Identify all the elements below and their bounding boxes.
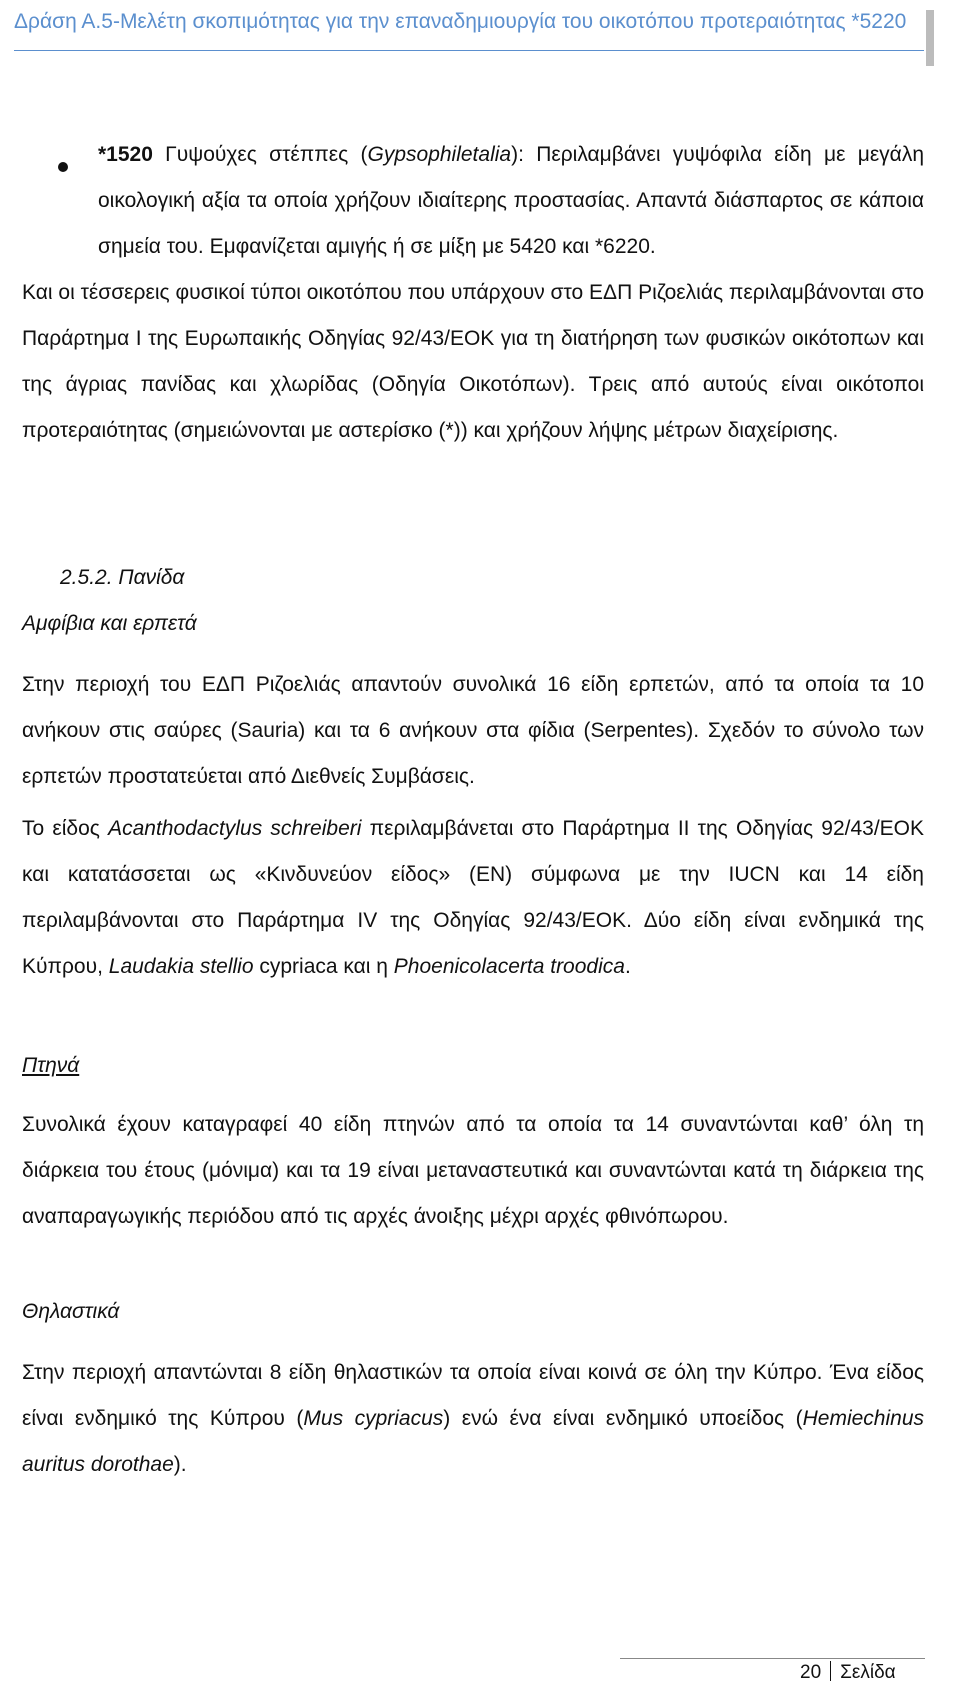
bullet-icon	[58, 162, 68, 172]
reptiles-text-b: περιλαμβάνεται στο Παράρτημα ΙΙ της Οδηγίας 92/43/ΕΟΚ και κατατάσσεται ως «Κινδυνεύον είδος» (EN) σύμφωνα με την IUCN και 14 είδη περιλαμβάνονται στο Παράρτημα IV της Οδηγίας 92/43/ΕΟΚ. Δύο είδη είναι ενδημικά της Κύπρου,	[22, 817, 925, 978]
page-footer	[800, 1661, 896, 1684]
habitat-1520-paragraph	[98, 132, 924, 270]
habitat-code: *1520	[98, 143, 153, 166]
reptiles-text-d: .	[624, 955, 631, 978]
reptiles-paragraph-2	[22, 806, 924, 990]
page-number: 20	[800, 1662, 822, 1683]
mammals-paragraph	[22, 1350, 924, 1488]
habitats-paragraph: Και οι τέσσερεις φυσικοί τύποι οικοτόπου που υπάρχουν στο ΕΔΠ Ριζοελιάς περιλαμβάνονται στο Παράρτημα Ι της Ευρωπαικής Οδηγίας 92/43/ΕΟΚ για τη διατήρηση των φυσικών οικότοπων και της άγριας πανίδας και χλωρίδας (Οδηγία Οικοτόπων). Τρεις από αυτούς είναι οικότοποι προτεραιότητας (σημειώνονται με αστερίσκο (*)) και χρήζουν λήψης μέτρων διαχείρισης.	[22, 281, 924, 442]
header-title: Δράση Α.5-Μελέτη σκοπιμότητας για την επαναδημιουργία του οικοτόπου προτεραιότητας *5220	[14, 10, 907, 33]
header-rule	[14, 50, 924, 51]
species-hemiechinus: Hemiechinus auritus dorothae	[22, 1407, 924, 1476]
mammals-text-b: ) ενώ ένα είναι ενδημικό υποείδος (	[443, 1407, 803, 1430]
birds-heading: Πτηνά	[22, 1054, 80, 1077]
mammals-heading: Θηλαστικά	[22, 1300, 120, 1323]
reptiles-paragraph-1: Στην περιοχή του ΕΔΠ Ριζοελιάς απαντούν συνολικά 16 είδη ερπετών, από τα οποία τα 10 ανήκουν στις σαύρες (Sauria) και τα 6 ανήκουν στα φίδια (Serpentes). Σχεδόν το σύνολο των ερπετών προστατεύεται από Διεθνείς Συμβάσεις.	[22, 673, 924, 788]
species-phoenicolacerta: Phoenicolacerta troodica	[393, 955, 625, 978]
page-label: Σελίδα	[840, 1662, 896, 1683]
footer-rule	[620, 1658, 925, 1659]
species-laudakia: Laudakia stellio	[108, 955, 254, 978]
footer-separator	[830, 1661, 831, 1681]
header-side-bar	[926, 10, 934, 66]
mammals-text-c: ).	[173, 1453, 187, 1476]
species-acanthodactylus: Acanthodactylus schreiberi	[108, 817, 362, 840]
bullet-text-part1: Γυψούχες στέππες (	[152, 143, 368, 166]
species-mus: Mus cypriacus	[303, 1407, 444, 1430]
reptiles-text-a: Το είδος	[22, 817, 109, 840]
page-header	[0, 10, 960, 66]
birds-paragraph: Συνολικά έχουν καταγραφεί 40 είδη πτηνών από τα οποία τα 14 συναντώνται καθ’ όλη τη διάρκεια του έτους (μόνιμα) και τα 19 είναι μεταναστευτικά και συναντώνται κατά τη διάρκεια της αναπαραγωγικής περιόδου από τις αρχές άνοιξης μέχρι αρχές φθινόπωρου.	[22, 1113, 924, 1228]
reptiles-heading: Αμφίβια και ερπετά	[22, 612, 197, 635]
bullet-text-part2: ): Περιλαμβάνει γυψόφιλα είδη με μεγάλη οικολογική αξία τα οποία χρήζουν ιδιαίτερης προστασίας. Απαντά διάσπαρτος σε κάποια σημεία του. Εμφανίζεται αμιγής ή σε μίξη με 5420 και *6220.	[98, 143, 925, 258]
taxon-name: Gypsophiletalia	[367, 143, 512, 166]
mammals-text-a: Στην περιοχή απαντώνται 8 είδη θηλαστικών τα οποία είναι κοινά σε όλη την Κύπρο. Ένα είδος είναι ενδημικό της Κύπρου (	[22, 1361, 924, 1430]
reptiles-text-c: cypriaca και η	[253, 955, 394, 978]
section-heading: 2.5.2. Πανίδα	[60, 566, 185, 589]
